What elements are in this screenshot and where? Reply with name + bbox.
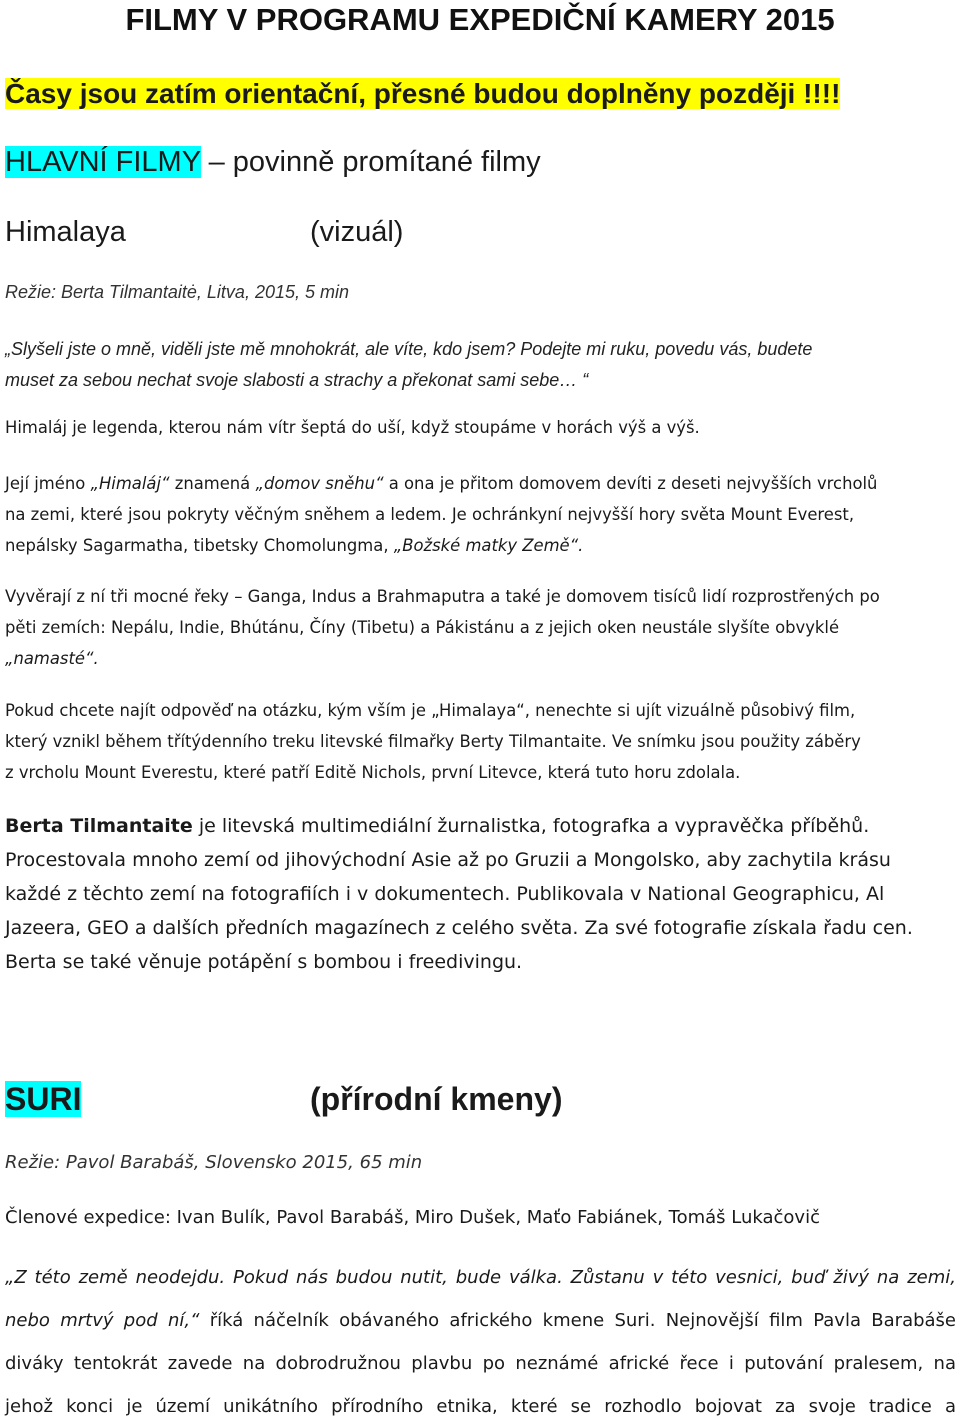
page-title: FILMY V PROGRAMU EXPEDIČNÍ KAMERY 2015 — [125, 2, 835, 37]
text-run: říká náčelník obávaného afrického kmene Suri. Nejnovější film Pavla Barabáše — [199, 1310, 957, 1331]
film-credits: Režie: Berta Tilmantaitė, Litva, 2015, 5 min — [5, 282, 350, 302]
text-run-italic: „Božské matky Země“. — [393, 536, 584, 555]
film-quote-line: muset za sebou nechat svoje slabosti a strachy a překonat sami sebe… “ — [5, 370, 589, 390]
paragraph-line: jehož konci je území unikátního přírodního etnika, které se rozhodlo bojovat za svoje tradice a — [5, 1396, 956, 1417]
paragraph-line — [5, 468, 960, 499]
film-paragraph — [5, 468, 960, 561]
paragraph-line: který vznikl během třítýdenního treku litevské filmařky Berty Tilmantaite. Ve snímku jsou použity záběry — [5, 732, 861, 751]
paragraph-line: z vrcholu Mount Everestu, které patří Editě Nichols, první Litevce, která tuto horu zdolala. — [5, 763, 741, 782]
text-run-italic: „domov sněhu“ — [255, 474, 384, 493]
film-paragraph — [5, 695, 960, 788]
section-heading-highlight: HLAVNÍ FILMY — [5, 146, 201, 178]
paragraph-line: Jazeera, GEO a dalších předních magazínech z celého světa. Za své fotografie získala řadu cen. — [5, 917, 913, 939]
film-title-row — [5, 212, 960, 252]
paragraph-line — [5, 809, 960, 843]
paragraph-line: pěti zemích: Nepálu, Indie, Bhútánu, Číny (Tibetu) a Pákistánu a z jejich oken neustále slyšíte obvyklé — [5, 618, 840, 637]
text-run-italic: „Himaláj“ — [90, 474, 170, 493]
paragraph-line: Procestovala mnoho zemí od jihovýchodní Asie až po Gruzii a Mongolsko, aby zachytila krásu — [5, 849, 891, 871]
film-quote-line: „Slyšeli jste o mně, viděli jste mě mnohokrát, ale víte, kdo jsem? Podejte mi ruku, povedu vás, budete — [5, 339, 813, 359]
paragraph-line: každé z těchto zemí na fotografiích i v dokumentech. Publikovala v National Geographicu, Al — [5, 883, 885, 905]
paragraph-line: diváky tentokrát zavede na dobrodružnou plavbu po neznámé africké řece i putování pralesem, na — [5, 1353, 956, 1374]
film-category: (vizuál) — [310, 216, 404, 248]
film-paragraph — [5, 581, 960, 674]
paragraph-line: Vyvěrají z ní tři mocné řeky – Ganga, Indus a Brahmaputra a také je domovem tisíců lidí rozprostřených po — [5, 587, 880, 606]
paragraph-line: „Z této země neodejdu. Pokud nás budou nutit, bude válka. Zůstanu v této vesnici, buď živý na zemi, — [5, 1267, 956, 1288]
paragraph-line: na zemi, které jsou pokryty věčným sněhem a ledem. Je ochránkyní nejvyšší hory světa Mount Everest, — [5, 505, 855, 524]
section-heading-rest: – povinně promítané filmy — [200, 146, 541, 178]
paragraph-line: Pokud chcete najít odpověď na otázku, kým vším je „Himalaya“, nenechte si ujít vizuálně působivý film, — [5, 701, 856, 720]
text-run: nepálsky Sagarmatha, tibetsky Chomolungma, — [5, 536, 394, 555]
film-category: (přírodní kmeny) — [310, 1081, 563, 1117]
notice-highlight — [5, 74, 960, 114]
text-run: a ona je přitom domovem devíti z deseti nejvyšších vrcholů — [383, 474, 878, 493]
paragraph-line — [5, 530, 960, 561]
section-heading — [5, 142, 960, 182]
film-quote — [5, 1256, 956, 1428]
text-run: je litevská multimediální žurnalistka, fotografka a vypravěčka příběhů. — [192, 815, 870, 837]
text-run: znamená — [169, 474, 256, 493]
film-quote — [5, 334, 960, 396]
film-title: SURI — [5, 1081, 82, 1117]
text-run-italic: nebo mrtvý pod ní,“ — [5, 1310, 200, 1331]
film-title: Himalaya — [5, 216, 126, 248]
notice-text: Časy jsou zatím orientační, přesné budou doplněny později !!!! — [5, 78, 841, 109]
film-title-row — [5, 1076, 960, 1122]
paragraph-line — [5, 643, 960, 674]
text-run-italic: „namasté“. — [5, 649, 99, 668]
paragraph-line: Berta se také věnuje potápění s bombou i freedivingu. — [5, 951, 523, 973]
film-members: Členové expedice: Ivan Bulík, Pavol Barabáš, Miro Dušek, Maťo Fabiánek, Tomáš Lukačovič — [5, 1207, 820, 1228]
paragraph-line — [5, 1299, 956, 1342]
film-paragraph: Himaláj je legenda, kterou nám vítr šeptá do uší, když stoupáme v horách výš a výš. — [5, 418, 700, 437]
film-credits: Režie: Pavol Barabáš, Slovensko 2015, 65 min — [5, 1152, 423, 1173]
director-bio — [5, 809, 960, 979]
text-run: Její jméno — [5, 474, 91, 493]
bio-name: Berta Tilmantaite — [5, 815, 193, 837]
